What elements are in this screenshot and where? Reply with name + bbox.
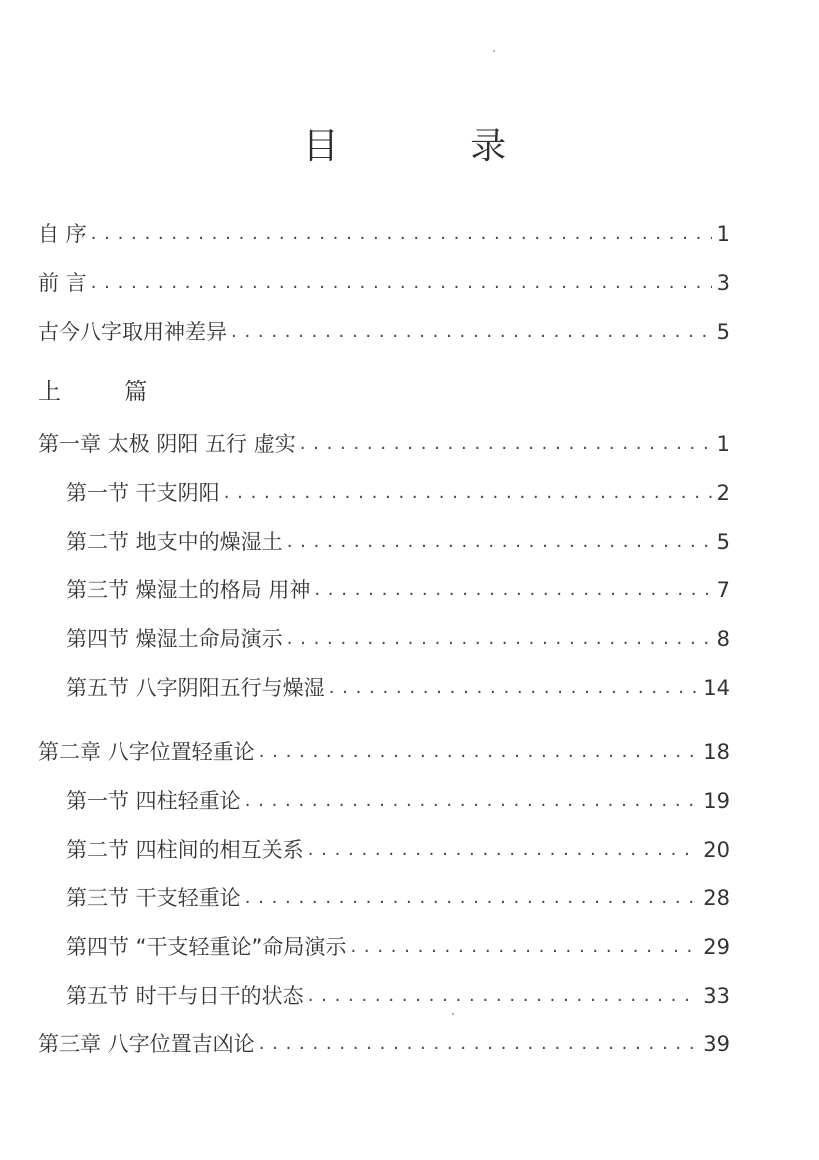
toc-entry-page: 29 — [703, 935, 730, 959]
toc-entry-page: 8 — [716, 627, 730, 651]
toc-chapter-2[interactable] — [38, 732, 730, 766]
toc-entry-label: 第三章 八字位置吉凶论 — [38, 1032, 255, 1056]
dot-leader — [308, 836, 700, 864]
dot-leader — [245, 884, 700, 912]
page-title: 目 录 — [302, 126, 567, 167]
toc-entry-page: 19 — [703, 789, 730, 813]
toc-entry-label: 第四节 “干支轻重论”命局演示 — [66, 935, 347, 959]
toc-entry-label: 第三节 干支轻重论 — [66, 886, 241, 910]
dot-leader — [287, 528, 712, 556]
dot-leader — [245, 787, 700, 815]
toc-entry-label: 自 序 — [38, 222, 87, 246]
dot-leader — [350, 933, 699, 961]
toc-entry-label: 第二章 八字位置轻重论 — [38, 740, 255, 764]
toc-section[interactable] — [66, 522, 730, 556]
dot-leader — [259, 738, 700, 766]
dot-leader — [300, 430, 712, 458]
toc-entry-page: 2 — [716, 481, 730, 505]
toc-section[interactable] — [66, 976, 730, 1010]
dot-leader — [231, 318, 712, 346]
toc-entry-page: 5 — [716, 320, 730, 344]
toc-entry-differences[interactable] — [38, 312, 730, 346]
scan-speck — [452, 1013, 454, 1015]
toc-section[interactable] — [66, 927, 730, 961]
toc-entry-page: 18 — [703, 740, 730, 764]
toc-entry-page: 7 — [716, 578, 730, 602]
toc-entry-label: 第二节 四柱间的相互关系 — [66, 838, 304, 862]
dot-leader — [91, 269, 712, 297]
toc-entry-page: 1 — [716, 432, 730, 456]
toc-entry-page: 5 — [716, 530, 730, 554]
toc-section[interactable] — [66, 570, 730, 604]
toc-entry-label: 第五节 时干与日干的状态 — [66, 984, 304, 1008]
toc-entry-label: 第五节 八字阴阳五行与燥湿 — [66, 676, 325, 700]
dot-leader — [224, 479, 712, 507]
toc-section[interactable] — [66, 668, 730, 702]
toc-chapter-1[interactable] — [38, 424, 730, 458]
toc-entry-page: 14 — [703, 676, 730, 700]
toc-entry-page: 1 — [716, 222, 730, 246]
toc-section[interactable] — [66, 619, 730, 653]
toc-entry-label: 古今八字取用神差异 — [38, 320, 227, 344]
toc-entry-page: 39 — [703, 1032, 730, 1056]
dot-leader — [329, 674, 700, 702]
toc-section[interactable] — [66, 781, 730, 815]
toc-chapter-3[interactable] — [38, 1024, 730, 1058]
toc-entry-preface[interactable] — [38, 214, 730, 248]
toc-entry-label: 第二节 地支中的燥湿土 — [66, 530, 283, 554]
toc-entry-label: 第一节 干支阴阳 — [66, 481, 220, 505]
dot-leader — [287, 625, 712, 653]
dot-leader — [91, 220, 712, 248]
toc-entry-label: 第一节 四柱轻重论 — [66, 789, 241, 813]
toc-entry-label: 第四节 燥湿土命局演示 — [66, 627, 283, 651]
toc-entry-foreword[interactable] — [38, 263, 730, 297]
part-heading: 上 篇 — [38, 379, 176, 405]
toc-entry-label: 第三节 燥湿土的格局 用神 — [66, 578, 311, 602]
toc-entry-page: 33 — [703, 984, 730, 1008]
toc-section[interactable] — [66, 878, 730, 912]
toc-entry-page: 28 — [703, 886, 730, 910]
toc-section[interactable] — [66, 830, 730, 864]
scan-speck — [493, 50, 495, 52]
toc-entry-page: 20 — [703, 838, 730, 862]
toc-entry-page: 3 — [716, 271, 730, 295]
toc-entry-label: 第一章 太极 阴阳 五行 虚实 — [38, 432, 296, 456]
dot-leader — [308, 982, 700, 1010]
toc-section[interactable] — [66, 473, 730, 507]
dot-leader — [259, 1030, 700, 1058]
dot-leader — [314, 576, 712, 604]
toc-entry-label: 前 言 — [38, 271, 87, 295]
